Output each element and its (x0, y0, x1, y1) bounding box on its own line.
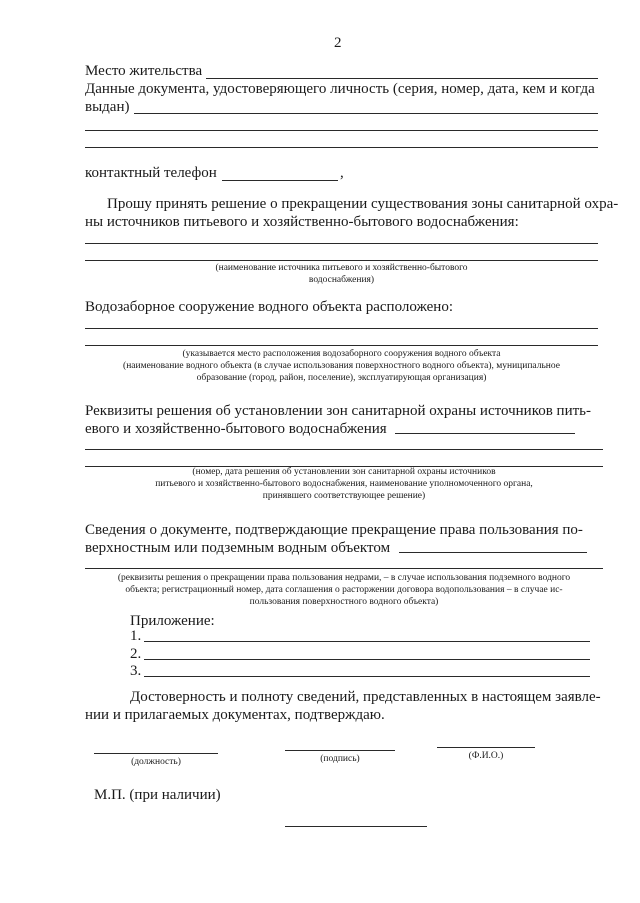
attachment-item-3-number: 3. (130, 663, 142, 679)
phone-suffix: , (340, 165, 344, 181)
id-doc-line1: Данные документа, удостоверяющего личность (серия, номер, дата, кем и когда (85, 81, 595, 97)
intake-caption-2: (наименование водного объекта (в случае использования поверхностного водного объекта), муниципальное (123, 361, 560, 371)
termination-line1: Сведения о документе, подтверждающие прекращение права пользования по- (85, 522, 583, 538)
attachment-item-1-line[interactable] (144, 641, 590, 642)
termination-field-line-1[interactable] (399, 552, 587, 553)
source-name-caption-1: (наименование источника питьевого и хозяйственно-бытового (215, 263, 468, 273)
request-line1: Прошу принять решение о прекращении существования зоны санитарной охра- (107, 196, 619, 212)
termination-line2: верхностным или подземным водным объектом (85, 540, 391, 556)
signature-caption: (подпись) (320, 754, 360, 764)
fio-field-line[interactable] (437, 747, 535, 748)
page-number: 2 (334, 35, 342, 51)
attachment-item-1-number: 1. (130, 628, 142, 644)
decision-field-line-1[interactable] (395, 433, 575, 434)
confirm-line2: нии и прилагаемых документах, подтверждаю. (85, 707, 385, 723)
termination-caption-3: пользования поверхностного водного объекта) (249, 597, 439, 607)
fio-caption: (Ф.И.О.) (468, 751, 504, 761)
intake-field-line-1[interactable] (85, 328, 598, 329)
source-name-field-line-1[interactable] (85, 243, 598, 244)
attachment-item-2-number: 2. (130, 646, 142, 662)
stamp-label: М.П. (при наличии) (94, 787, 221, 803)
bottom-signature-line[interactable] (285, 826, 427, 827)
phone-label: контактный телефон (85, 165, 217, 181)
attachment-item-2-line[interactable] (144, 659, 590, 660)
id-doc-field-line-1[interactable] (134, 113, 598, 114)
decision-field-line-2[interactable] (85, 449, 603, 450)
id-doc-line2: выдан) (85, 99, 130, 115)
decision-caption-1: (номер, дата решения об установлении зон санитарной охраны источников (192, 467, 496, 477)
signature-field-line[interactable] (285, 750, 395, 751)
residence-label: Место жительства (85, 63, 203, 79)
phone-field-line[interactable] (222, 180, 338, 181)
termination-caption-1: (реквизиты решения о прекращении права пользования недрами, – в случае использования подземного водного (117, 573, 571, 583)
intake-caption-3: образование (город, район, поселение), эксплуатирующая организация) (196, 373, 487, 383)
source-name-field-line-2[interactable] (85, 260, 598, 261)
position-caption: (должность) (131, 757, 181, 767)
residence-field-line[interactable] (206, 78, 598, 79)
id-doc-field-line-3[interactable] (85, 147, 598, 148)
decision-caption-3: принявшего соответствующее решение) (262, 491, 426, 501)
intake-label: Водозаборное сооружение водного объекта расположено: (85, 299, 454, 315)
source-name-caption-2: водоснабжения) (308, 275, 375, 285)
intake-caption-1: (указывается место расположения водозаборного сооружения водного объекта (182, 349, 501, 359)
termination-field-line-2[interactable] (85, 568, 603, 569)
id-doc-field-line-2[interactable] (85, 130, 598, 131)
decision-line2: евого и хозяйственно-бытового водоснабжения (85, 421, 387, 437)
decision-line1: Реквизиты решения об установлении зон санитарной охраны источников пить- (85, 403, 591, 419)
decision-caption-2: питьевого и хозяйственно-бытового водоснабжения, наименование уполномоченного органа, (155, 479, 533, 489)
termination-caption-2: объекта; регистрационный номер, дата соглашения о расторжении договора водопользования – в случае ис- (125, 585, 563, 595)
intake-field-line-2[interactable] (85, 345, 598, 346)
attachment-item-3-line[interactable] (144, 676, 590, 677)
position-field-line[interactable] (94, 753, 218, 754)
request-line2: ны источников питьевого и хозяйственно-бытового водоснабжения: (85, 214, 519, 230)
attachments-title: Приложение: (130, 613, 215, 629)
confirm-line1: Достоверность и полноту сведений, представленных в настоящем заявле- (130, 689, 601, 705)
